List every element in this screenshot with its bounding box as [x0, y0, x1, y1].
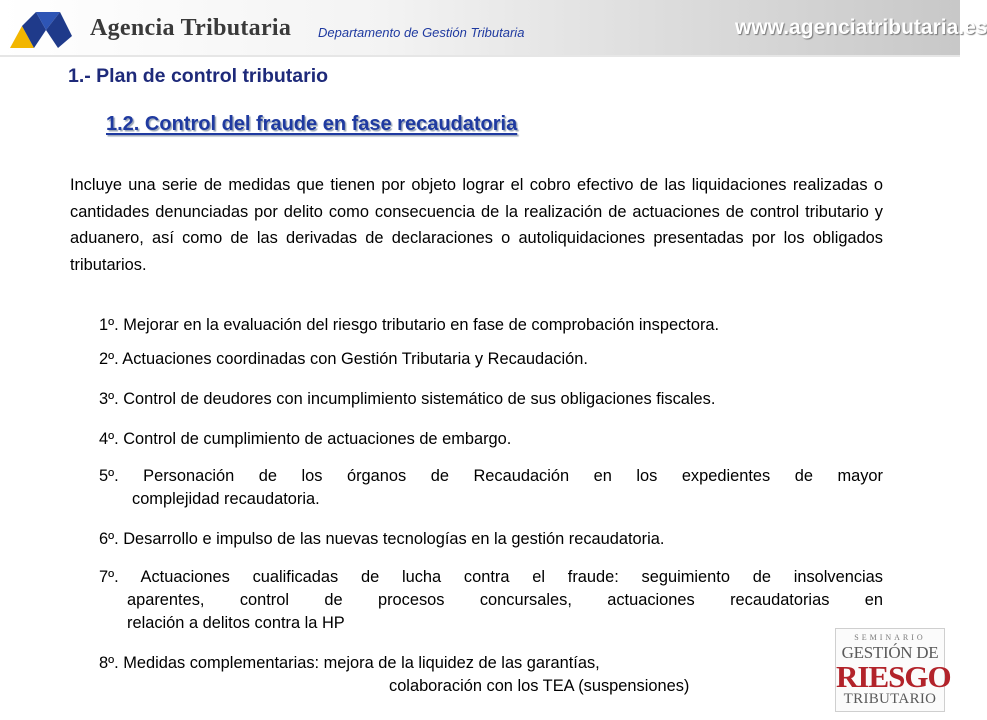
list-item: [99, 314, 883, 337]
list-item-text: 7º. Actuaciones cualificadas de lucha contra el fraude: seguimiento de insolvencias: [99, 568, 883, 586]
seminar-logo-line1: GESTIÓN DE: [841, 643, 939, 662]
list-item: [99, 388, 883, 411]
list-item-text-continued: relación a delitos contra la HP: [127, 614, 345, 632]
list-item-text: 3º. Control de deudores con incumplimiento sistemático de sus obligaciones fiscales.: [99, 390, 716, 408]
list-item-text: 4º. Control de cumplimiento de actuaciones de embargo.: [99, 430, 512, 448]
list-item: [99, 566, 883, 635]
agencia-tributaria-logo-icon: [6, 8, 78, 52]
list-item: [99, 428, 883, 451]
subsection-title: 1.2. Control del fraude en fase recaudatoria: [106, 113, 518, 135]
list-item-text: 2º. Actuaciones coordinadas con Gestión Tributaria y Recaudación.: [99, 350, 588, 368]
list-item: [99, 348, 883, 371]
section-title: 1.- Plan de control tributario: [68, 65, 329, 87]
department-name: Departamento de Gestión Tributaria: [318, 25, 525, 40]
intro-paragraph: Incluye una serie de medidas que tienen por objeto lograr el cobro efectivo de las liquidaciones realizadas o cantidades denunciadas por delito como consecuencia de la realización de actuaciones de control tributario y aduanero, así como de las derivadas de declaraciones o autoliquidaciones presentadas por los obligados tributarios.: [70, 176, 883, 274]
agency-title: Agencia Tributaria: [90, 15, 292, 41]
list-item: [99, 528, 883, 551]
seminar-logo-top: SEMINARIO: [854, 633, 926, 642]
header-divider: [0, 55, 960, 57]
list-item-text-continued: complejidad recaudatoria.: [132, 490, 320, 508]
list-item: [99, 652, 883, 695]
list-item-text: 8º. Medidas complementarias: mejora de la liquidez de las garantías,: [99, 654, 600, 672]
seminar-logo: [835, 628, 951, 712]
list-item-text: 6º. Desarrollo e impulso de las nuevas tecnologías en la gestión recaudatoria.: [99, 530, 665, 548]
list-item-text: 1º. Mejorar en la evaluación del riesgo tributario en fase de comprobación inspectora.: [99, 316, 720, 334]
header-bar: [0, 0, 987, 55]
website-url[interactable]: www.agenciatributaria.es: [735, 16, 987, 39]
list-item-text-continued: aparentes, control de procesos concursales, actuaciones recaudatorias en: [127, 591, 883, 609]
list-item: [99, 465, 883, 511]
seminar-logo-line3: TRIBUTARIO: [843, 691, 937, 707]
list-item-text-continued: colaboración con los TEA (suspensiones): [389, 677, 690, 695]
list-item-text: 5º. Personación de los órganos de Recaudación en los expedientes de mayor: [99, 467, 883, 485]
seminar-logo-line2: RIESGO: [836, 659, 951, 694]
